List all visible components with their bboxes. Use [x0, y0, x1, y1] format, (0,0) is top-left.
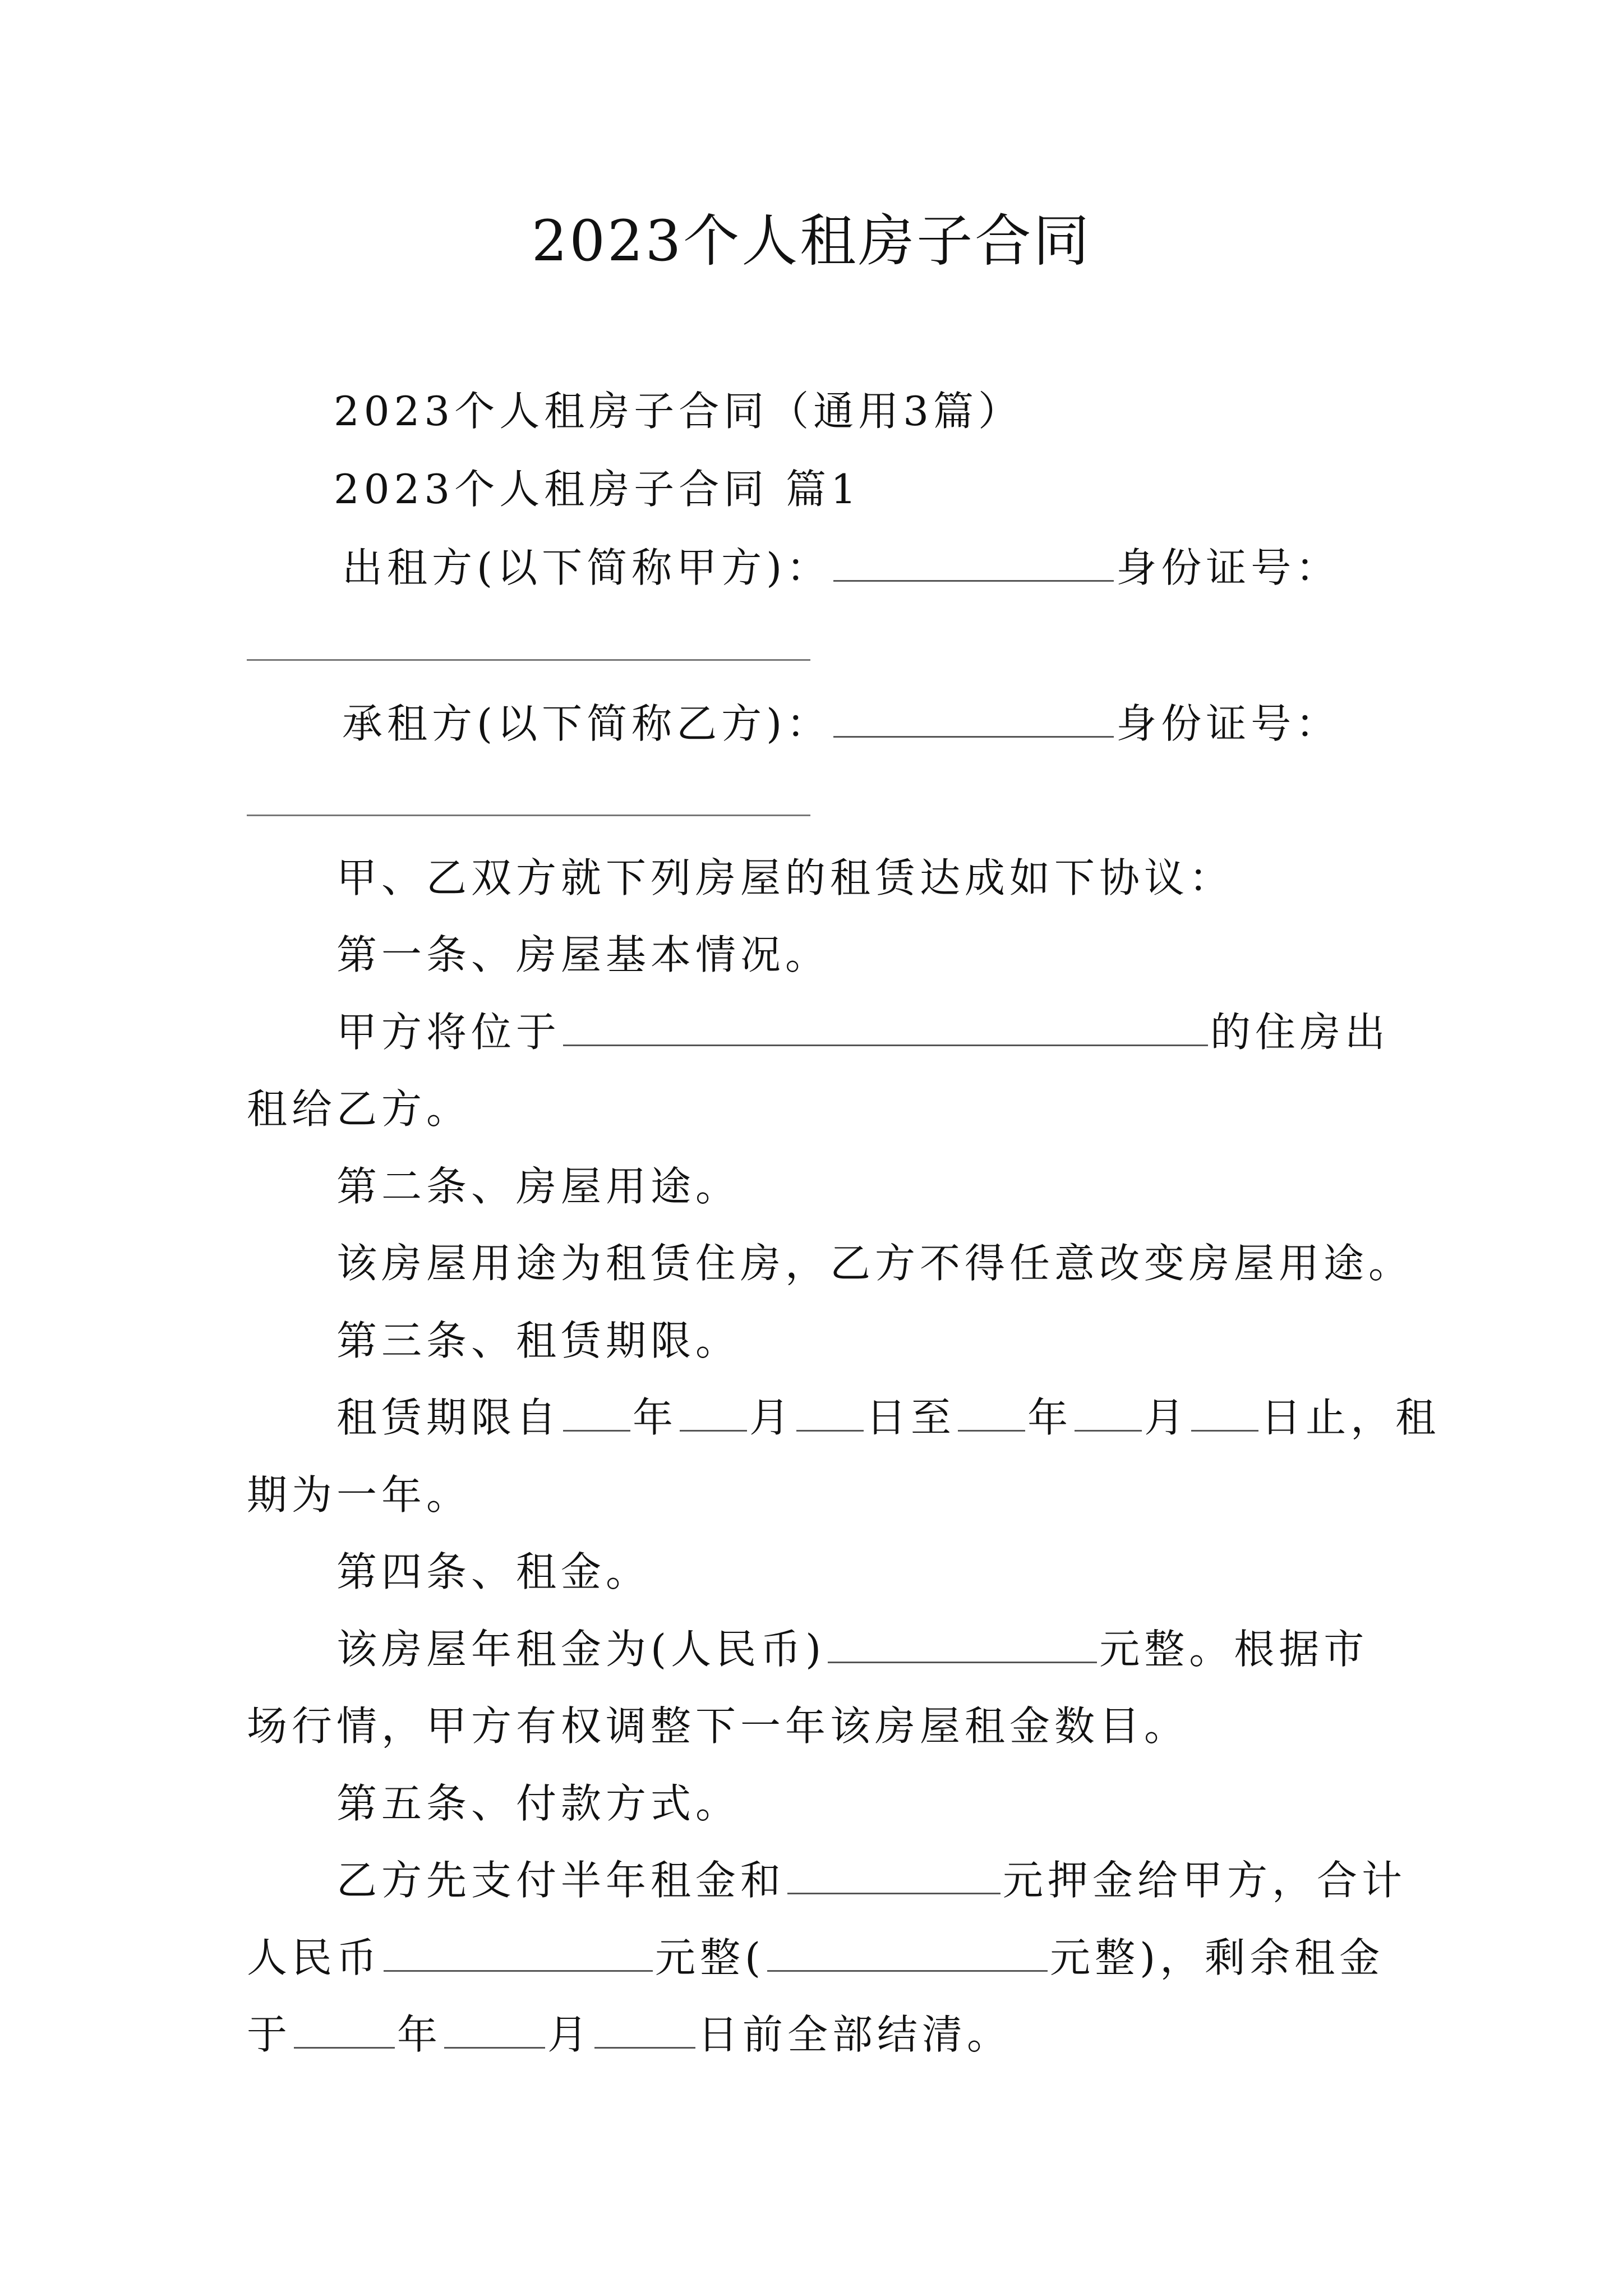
lessee-line	[342, 696, 1340, 752]
lessor-id-blank[interactable]	[247, 659, 810, 661]
settle-year-blank[interactable]	[294, 2012, 395, 2049]
art3-day-to-label: 日至	[866, 1394, 956, 1441]
art3-start-text: 租赁期限自	[336, 1394, 561, 1441]
settle-day-blank[interactable]	[594, 2012, 695, 2049]
total-amount-blank[interactable]	[384, 1935, 653, 1972]
art3-month-label: 月	[749, 1394, 795, 1441]
lessor-label: 出租方(以下简称甲方)：	[342, 544, 832, 591]
art3-year-label: 年	[633, 1394, 678, 1441]
art1-line2: 租给乙方。	[247, 1085, 472, 1133]
art5-l1-text-b: 元押金给甲方，合计	[1003, 1857, 1407, 1904]
end-day-blank[interactable]	[1191, 1395, 1258, 1432]
document-title: 2023个人租房子合同	[531, 208, 1092, 274]
start-day-blank[interactable]	[796, 1395, 864, 1432]
art5-l2-text-b: 元整(	[655, 1934, 766, 1981]
art2-heading: 第二条、房屋用途。	[336, 1163, 741, 1210]
art4-line2: 场行情，甲方有权调整下一年该房屋租金数目。	[247, 1703, 1189, 1750]
end-year-blank[interactable]	[958, 1395, 1025, 1432]
art5-l3-text-d: 日前全部结清。	[698, 2011, 1012, 2058]
art4-text-a: 该房屋年租金为(人民币)	[336, 1626, 826, 1673]
art4-heading: 第四条、租金。	[336, 1548, 651, 1595]
lessee-id-label: 身份证号：	[1116, 700, 1341, 747]
art3-end-text: 日止，租	[1261, 1394, 1441, 1441]
art5-l3-month-label: 月	[547, 2011, 593, 2058]
art2-text: 该房屋用途为租赁住房，乙方不得任意改变房屋用途。	[336, 1240, 1414, 1287]
lessor-id-label: 身份证号：	[1116, 544, 1341, 591]
art5-line3	[247, 2007, 1012, 2063]
end-month-blank[interactable]	[1075, 1395, 1142, 1432]
art1-text-b: 的住房出	[1210, 1009, 1390, 1056]
art5-l1-text-a: 乙方先支付半年租金和	[336, 1857, 786, 1904]
art5-l2-text-c: 元整)，剩余租金	[1050, 1934, 1385, 1981]
settle-month-blank[interactable]	[444, 2012, 545, 2049]
collection-heading: 2023个人租房子合同（通用3篇）	[334, 388, 1023, 435]
art4-text-b: 元整。根据市	[1099, 1626, 1369, 1673]
art5-l3-year-label: 年	[397, 2011, 442, 2058]
total-amount-capital-blank[interactable]	[767, 1935, 1048, 1972]
lessee-id-blank[interactable]	[247, 815, 810, 816]
intro-paragraph: 甲、乙双方就下列房屋的租赁达成如下协议：	[336, 854, 1234, 901]
art5-heading: 第五条、付款方式。	[336, 1780, 741, 1827]
art4-line1	[336, 1621, 1368, 1677]
deposit-blank[interactable]	[787, 1858, 1000, 1894]
lessor-line	[342, 540, 1340, 596]
start-month-blank[interactable]	[680, 1395, 747, 1432]
art5-l2-text-a: 人民币	[247, 1934, 382, 1981]
art3-heading: 第三条、租赁期限。	[336, 1317, 741, 1364]
lessee-label: 承租方(以下简称乙方)：	[342, 700, 832, 747]
art1-line1	[336, 1004, 1390, 1060]
art3-line2: 期为一年。	[247, 1471, 472, 1519]
art5-line2	[247, 1930, 1384, 1986]
art5-line1	[336, 1852, 1407, 1908]
annual-rent-blank[interactable]	[828, 1627, 1097, 1663]
art3-end-year-label: 年	[1027, 1394, 1073, 1441]
lessee-name-blank[interactable]	[833, 701, 1114, 738]
art1-text-a: 甲方将位于	[336, 1009, 561, 1056]
art1-heading: 第一条、房屋基本情况。	[336, 931, 831, 978]
art3-line1	[336, 1389, 1440, 1446]
start-year-blank[interactable]	[563, 1395, 630, 1432]
lessor-name-blank[interactable]	[833, 545, 1114, 582]
art3-end-month-label: 月	[1144, 1394, 1189, 1441]
article-heading: 2023个人租房子合同 篇1	[334, 466, 861, 513]
art5-l3-text-a: 于	[247, 2011, 292, 2058]
house-address-blank[interactable]	[563, 1010, 1208, 1046]
